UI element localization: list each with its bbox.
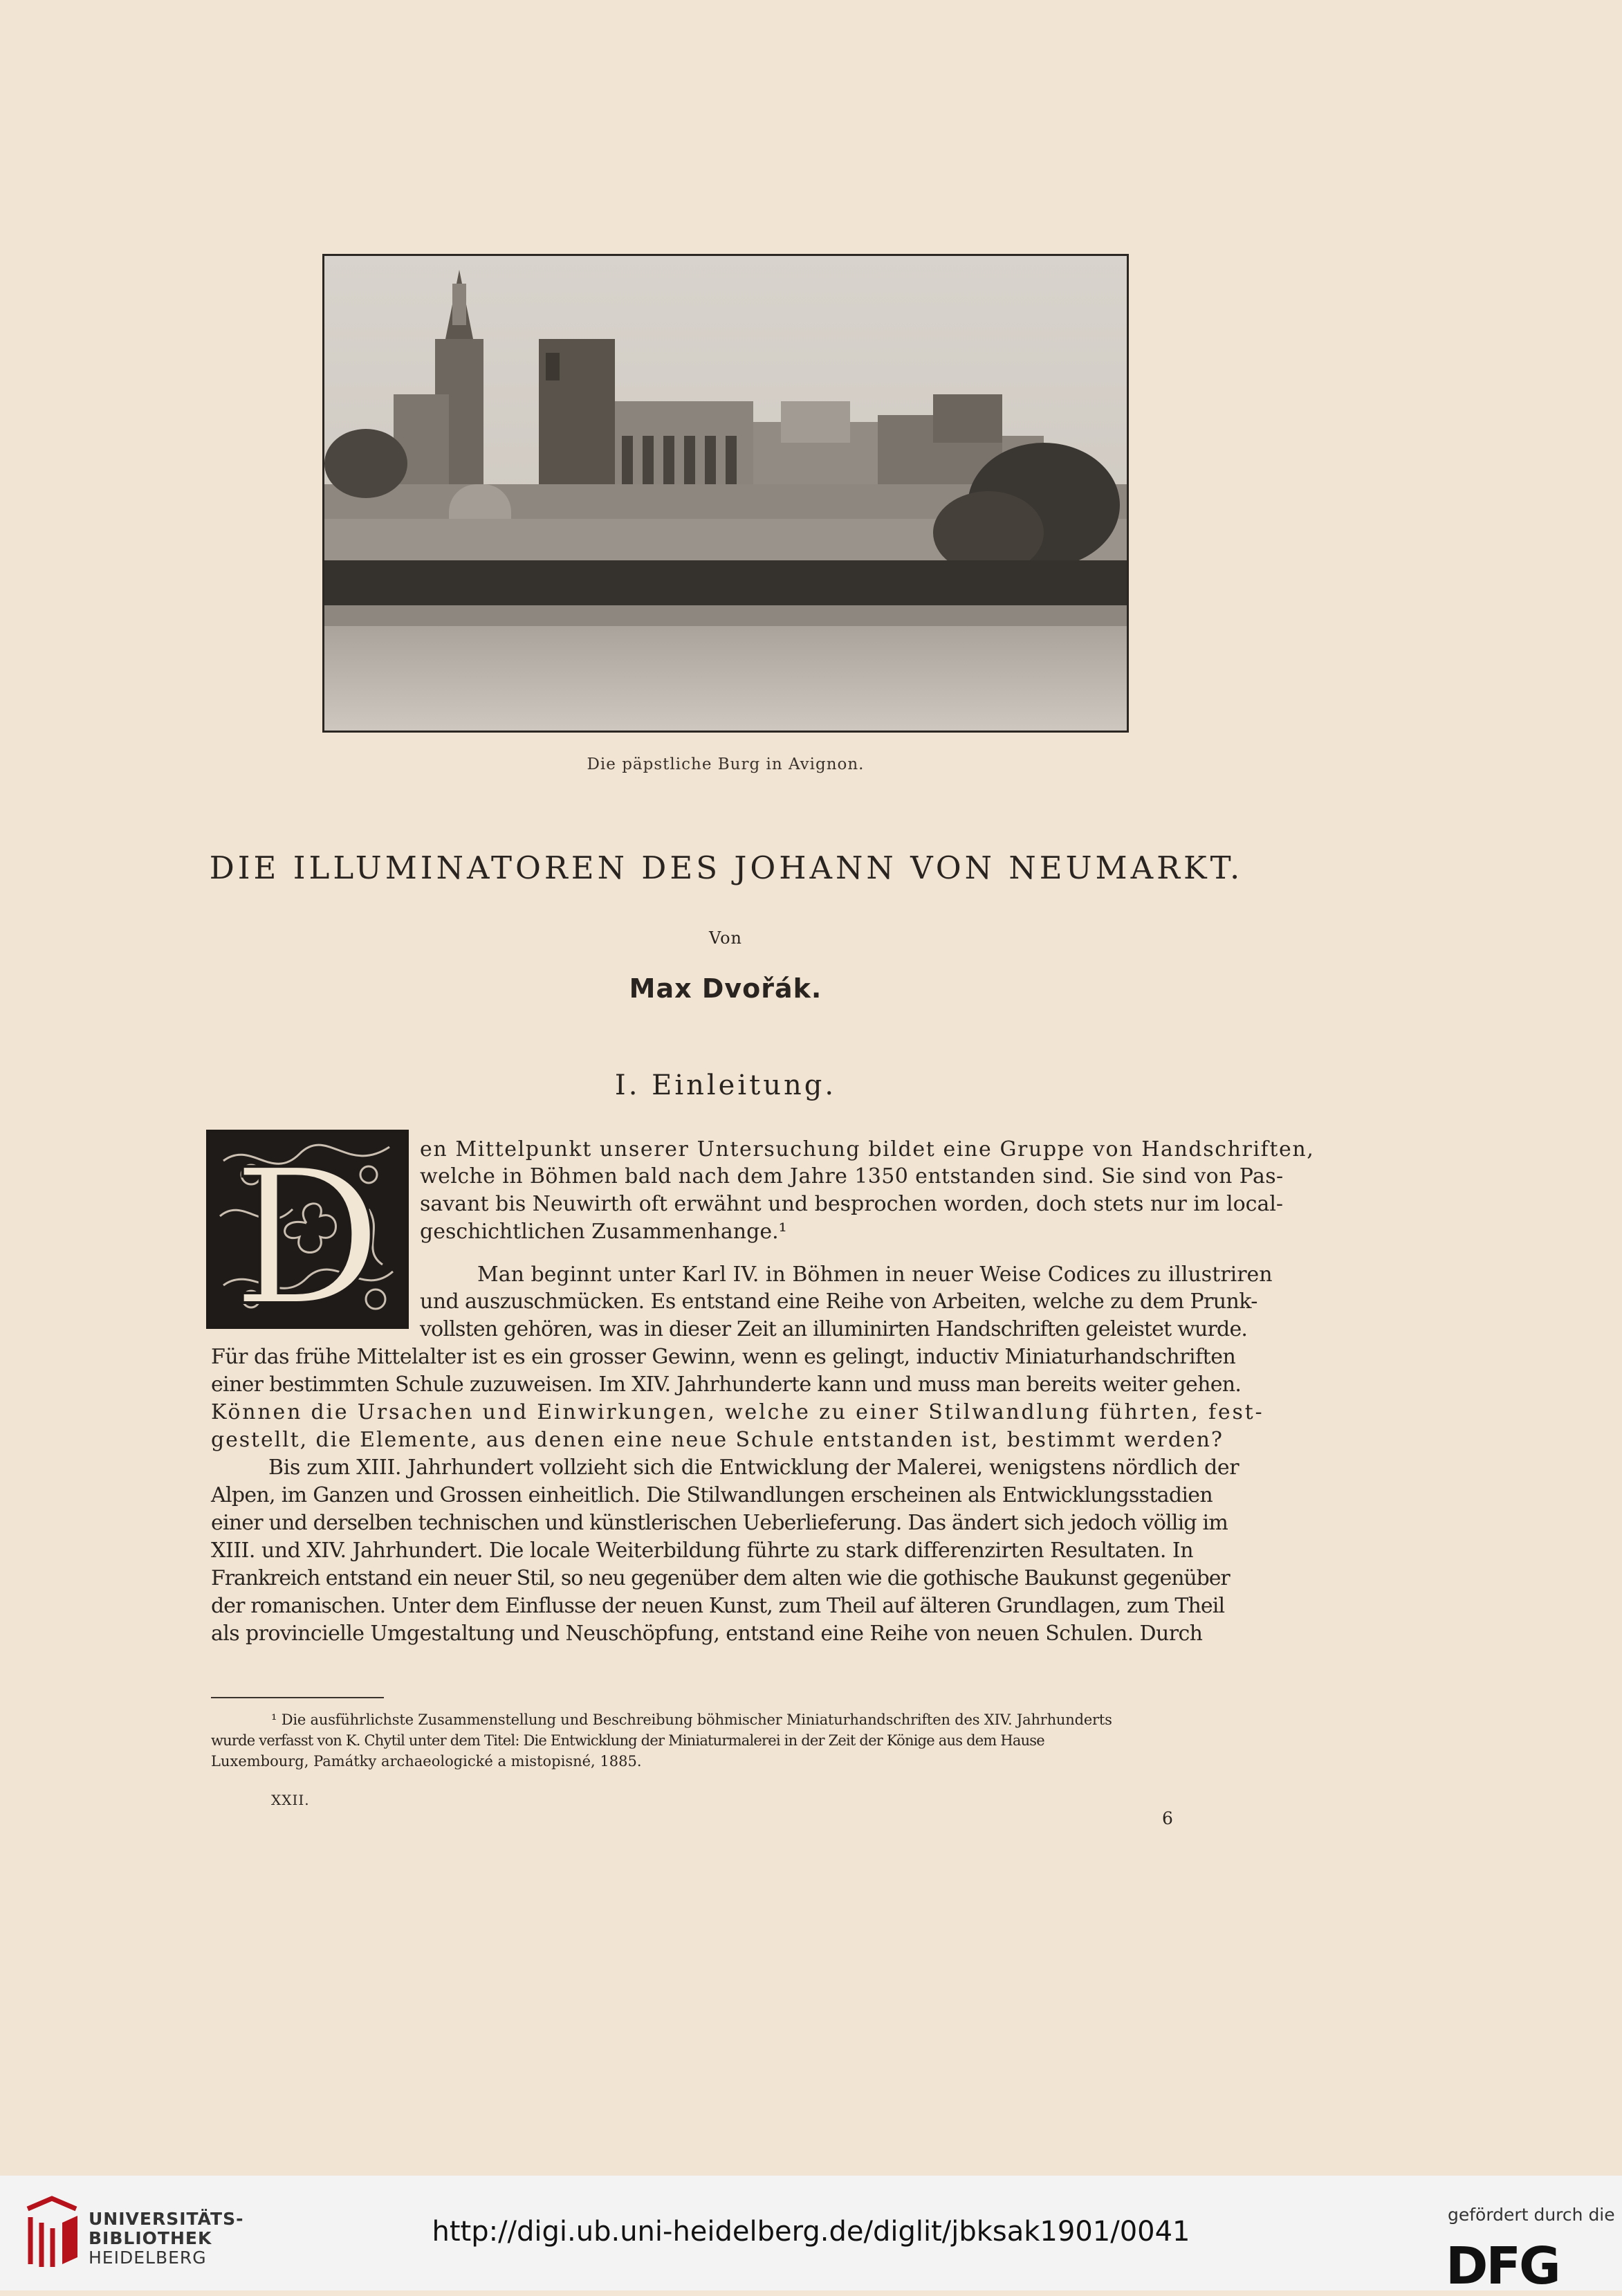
- article-title: DIE ILLUMINATOREN DES JOHANN VON NEUMARKT.: [209, 849, 1244, 886]
- signature-mark: XXII.: [271, 1792, 310, 1808]
- avignon-photograph: [322, 254, 1129, 733]
- footnote-line: ¹ Die ausführlichste Zusammenstellung und Beschreibung böhmischer Miniaturhandschriften des XIV. Jahrhunderts: [271, 1711, 1112, 1728]
- permalink-url[interactable]: http://digi.ub.uni-heidelberg.de/diglit/jbksak1901/0041: [432, 2216, 1190, 2248]
- dfg-logo: DFG: [1446, 2237, 1559, 2296]
- body-line: gestellt, die Elemente, aus denen eine neue Schule entstanden ist, bestimmt werden?: [211, 1428, 1224, 1452]
- library-name-line1: UNIVERSITÄTS-: [89, 2209, 244, 2229]
- library-name-line2: BIBLIOTHEK: [89, 2228, 212, 2248]
- body-line: Bis zum XIII. Jahrhundert vollzieht sich die Entwicklung der Malerei, wenigstens nördlich der: [268, 1455, 1239, 1480]
- body-line: der romanischen. Unter dem Einflusse der neuen Kunst, zum Theil auf älteren Grundlagen, zum Theil: [211, 1594, 1225, 1618]
- body-line: als provincielle Umgestaltung und Neuschöpfung, entstand eine Reihe von neuen Schulen. Durch: [211, 1622, 1203, 1646]
- body-line: Für das frühe Mittelalter ist es ein grosser Gewinn, wenn es gelingt, inductiv Miniaturhandschriften: [211, 1345, 1236, 1369]
- body-line: en Mittelpunkt unserer Untersuchung bildet eine Gruppe von Handschriften,: [420, 1137, 1315, 1161]
- section-heading: I. Einleitung.: [614, 1069, 837, 1101]
- body-line: geschichtlichen Zusammenhange.¹: [420, 1220, 787, 1244]
- figure-caption: Die päpstliche Burg in Avignon.: [587, 755, 865, 773]
- initial-letter: D: [232, 1133, 383, 1325]
- footnote-line: wurde verfasst von K. Chytil unter dem Titel: Die Entwicklung der Miniaturmalerei in der Zeit der Könige aus dem Hause: [211, 1732, 1044, 1749]
- body-line: einer und derselben technischen und künstlerischen Ueberlieferung. Das ändert sich jedoch völlig im: [211, 1511, 1228, 1535]
- footnote-line: Luxembourg, Památky archaeologické a mistopisné, 1885.: [211, 1753, 642, 1770]
- funder-text: gefördert durch die: [1448, 2205, 1615, 2225]
- body-line: vollsten gehören, was in dieser Zeit an illuminirten Handschriften geleistet wurde.: [420, 1317, 1248, 1341]
- page-number: 6: [1162, 1808, 1173, 1828]
- body-line: einer bestimmten Schule zuzuweisen. Im XIV. Jahrhunderte kann und muss man bereits weiter gehen.: [211, 1372, 1242, 1397]
- body-line: Können die Ursachen und Einwirkungen, welche zu einer Stilwandlung führten, fest-: [211, 1400, 1264, 1424]
- body-line: Alpen, im Ganzen und Grossen einheitlich. Die Stilwandlungen erscheinen als Entwicklungsstadien: [211, 1483, 1213, 1507]
- footnote-rule: [211, 1697, 384, 1698]
- byline-von: Von: [708, 928, 743, 948]
- initial-ornament: [210, 1133, 405, 1325]
- body-line: Man beginnt unter Karl IV. in Böhmen in neuer Weise Codices zu illustriren: [477, 1262, 1273, 1287]
- body-line: welche in Böhmen bald nach dem Jahre 1350 entstanden sind. Sie sind von Pas-: [420, 1164, 1284, 1188]
- library-name-line3: HEIDELBERG: [89, 2248, 207, 2268]
- author-name: Max Dvořák.: [629, 973, 822, 1004]
- body-line: und auszuschmücken. Es entstand eine Reihe von Arbeiten, welche zu dem Prunk-: [420, 1289, 1257, 1314]
- body-line: savant bis Neuwirth oft erwähnt und besprochen worden, doch stets nur im local-: [420, 1192, 1284, 1216]
- body-line: XIII. und XIV. Jahrhundert. Die locale Weiterbildung führte zu stark differenzirten Resultaten. In: [211, 1539, 1194, 1563]
- photo-illustration: [324, 256, 1127, 731]
- body-line: Frankreich entstand ein neuer Stil, so neu gegenüber dem alten wie die gothische Baukunst gegenüber: [211, 1566, 1230, 1590]
- decorated-initial-d: [206, 1130, 409, 1329]
- digitization-footer: [0, 2176, 1622, 2296]
